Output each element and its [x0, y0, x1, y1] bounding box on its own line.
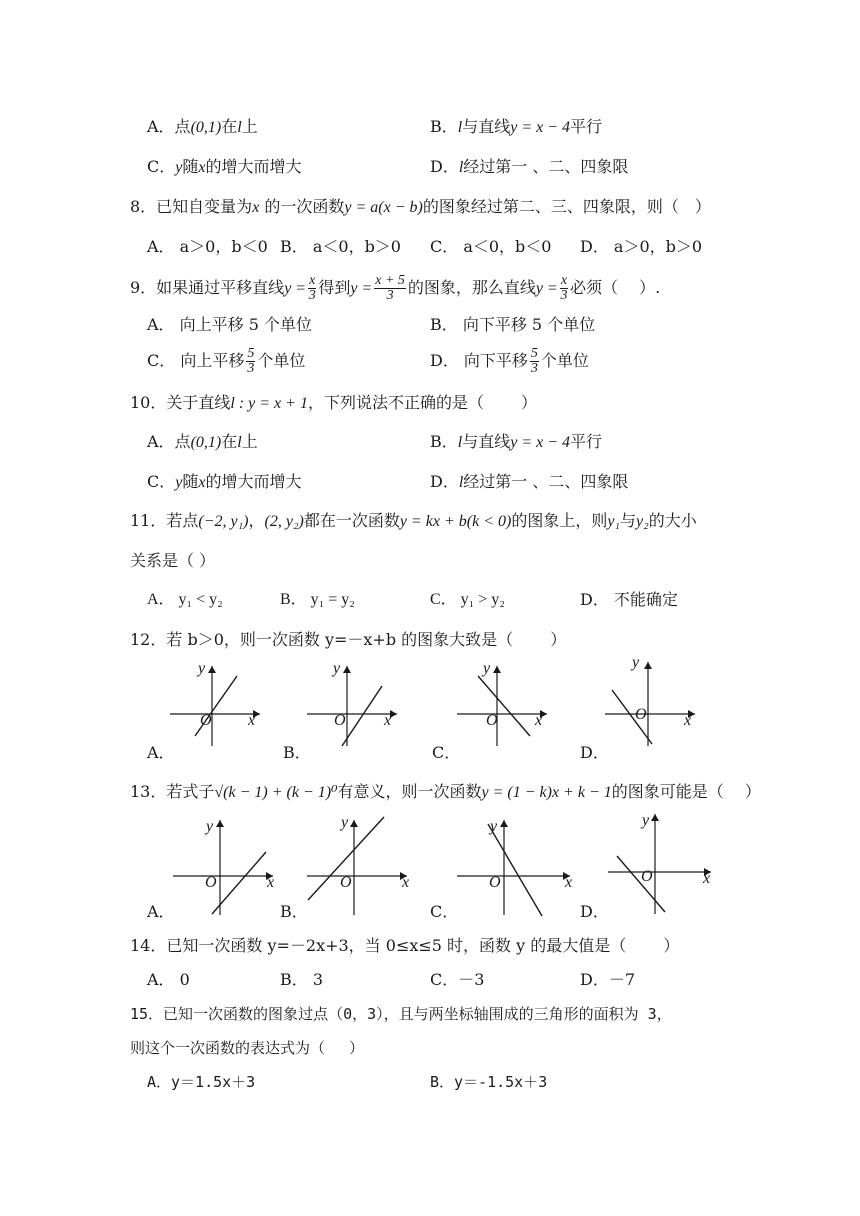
q9-c-post: 个单位: [257, 351, 306, 370]
q11-sep: ，: [248, 511, 265, 530]
q10-stem-2: ，下列说法不正确的是（ ）: [307, 393, 538, 412]
y-arrow-icon: [644, 662, 652, 669]
q9-stem: [130, 272, 660, 305]
q11-p2: (2, y₂): [264, 513, 304, 530]
q9-option-c[interactable]: [147, 345, 305, 377]
q12-graph-a[interactable]: [165, 658, 270, 748]
q14-option-c[interactable]: C．－3: [430, 970, 485, 989]
q7-option-d[interactable]: [430, 157, 628, 178]
q12-graph-d[interactable]: [600, 658, 705, 748]
q9-stem-4: 必须（ ）.: [570, 278, 661, 297]
q9-eq3-num: x: [560, 273, 568, 288]
q9-eq3-den: 3: [560, 288, 568, 303]
q10-c-y: y: [175, 474, 183, 491]
q9-eq2-den: 3: [386, 288, 394, 303]
q9-d-den: 3: [530, 361, 538, 376]
q9-c-pre: C． 向上平移: [147, 351, 245, 370]
q13-stem-2: 有意义，则一次函数: [337, 782, 482, 801]
q12-b-axis-x: x: [384, 712, 392, 729]
q14-option-a[interactable]: A． 0: [147, 970, 190, 989]
q9-option-b[interactable]: B． 向下平移 5 个单位: [430, 315, 596, 334]
q7-b-end: 平行: [570, 117, 603, 136]
q9-eq1-den: 3: [308, 288, 316, 303]
q10-option-c[interactable]: [147, 472, 302, 493]
q12-c-axis-y: y: [483, 660, 491, 677]
q9-eq3-frac: [560, 274, 568, 303]
q9-stem-2: 得到: [318, 278, 351, 297]
q11-with: 与: [620, 511, 637, 530]
q9-c-frac: [246, 347, 255, 376]
q10-d-label: D．: [430, 472, 459, 491]
q11-func: y = kx + b(k < 0): [399, 513, 512, 530]
q7-b-text: 与直线: [462, 117, 511, 136]
q9-option-d[interactable]: [430, 345, 589, 377]
q7-b-math: y = x − 4: [510, 119, 571, 136]
q13-graph-c[interactable]: [452, 812, 572, 917]
q7-c-x: x: [198, 159, 206, 176]
q7-c-text1: 随: [182, 157, 199, 176]
q7-b-l: l: [457, 119, 463, 136]
q13-c-axis-y: y: [490, 818, 498, 835]
q13-option-b[interactable]: B．: [280, 902, 308, 921]
q8-option-d[interactable]: D． a＞0，b＞0: [580, 237, 703, 256]
q15-option-a[interactable]: A．y＝1.5x＋3: [147, 1073, 256, 1091]
q13-func: y = (1 − k)x + k − 1: [481, 784, 612, 801]
q11-stem-2: 都在一次函数: [303, 511, 400, 530]
q8-stem: [130, 197, 711, 218]
q12-c-axis-x: x: [535, 712, 543, 729]
y-arrow-icon: [500, 820, 508, 827]
q7-a-math: (0,1): [190, 119, 222, 136]
q9-stem-3: 的图象，那么直线: [407, 278, 536, 297]
q13-d-origin: O: [641, 868, 653, 885]
q13-expr: √(k − 1) + (k − 1)⁰: [214, 784, 338, 801]
q13-a-origin: O: [205, 874, 217, 891]
q12-stem: 12．若 b＞0，则一次函数 y=－x+b 的图象大致是（ ）: [130, 630, 567, 649]
q10-c-label: C．: [147, 472, 176, 491]
q12-a-axis-y: y: [198, 660, 206, 677]
y-arrow-icon: [350, 820, 358, 827]
q8-stem-math: y = a(x − b): [344, 199, 423, 216]
q12-option-d[interactable]: D．: [580, 743, 609, 762]
q10-a-label: A．点: [147, 432, 191, 451]
q12-c-origin: O: [486, 712, 498, 729]
q7-b-label: B．: [430, 117, 458, 136]
q14-option-b[interactable]: B． 3: [280, 970, 324, 989]
q15-option-b[interactable]: B．y＝-1.5x＋3: [430, 1073, 548, 1091]
q13-b-axis-y: y: [341, 814, 349, 831]
q9-eq1-frac: [308, 274, 316, 303]
q7-option-a[interactable]: [147, 117, 258, 138]
q10-b-l: l: [457, 434, 463, 451]
q9-stem-1: 9．如果通过平移直线: [130, 278, 285, 297]
q9-d-post: 个单位: [540, 351, 589, 370]
q8-option-b[interactable]: B． a＜0，b＞0: [280, 237, 401, 256]
q9-eq3-left: y =: [535, 280, 558, 297]
q7-d-l: l: [458, 159, 464, 176]
q11-stem-4: 的大小: [648, 511, 697, 530]
q8-stem-1: 8．已知自变量为: [130, 197, 253, 216]
q10-c-text2: 的增大而增大: [205, 472, 302, 491]
y-arrow-icon: [493, 666, 501, 673]
y-arrow-icon: [216, 820, 224, 827]
q10-d-l: l: [458, 474, 464, 491]
q12-b-origin: O: [334, 712, 346, 729]
q9-eq1-left: y =: [284, 280, 307, 297]
q13-graph-d[interactable]: [603, 806, 715, 916]
graph-line: [488, 824, 542, 916]
q13-graph-a[interactable]: [168, 812, 278, 917]
q9-d-pre: D． 向下平移: [430, 351, 528, 370]
q11-option-d[interactable]: D． 不能确定: [580, 590, 678, 609]
q10-a-l: l: [237, 434, 242, 451]
q11-option-c[interactable]: C． y₁ > y₂: [430, 591, 505, 608]
y-arrow-icon: [208, 666, 216, 673]
y-arrow-icon: [343, 666, 351, 673]
q13-a-axis-x: x: [267, 874, 275, 891]
q13-c-origin: O: [489, 874, 501, 891]
q11-stem-line2: 关系是（ ）: [130, 551, 216, 570]
q7-c-text2: 的增大而增大: [205, 157, 302, 176]
q12-d-axis-y: y: [632, 654, 640, 671]
q13-d-axis-y: y: [642, 812, 650, 829]
q7-a-tail: 在: [221, 117, 238, 136]
q13-option-c[interactable]: C．: [430, 902, 459, 921]
q9-eq1-num: x: [309, 273, 316, 288]
q10-stem-1: 10．关于直线: [130, 393, 231, 412]
q10-b-text: 与直线: [462, 432, 511, 451]
q13-c-axis-x: x: [565, 874, 573, 891]
q7-a-end: 上: [241, 117, 258, 136]
q14-stem: 14．已知一次函数 y=－2x+3，当 0≤x≤5 时，函数 y 的最大值是（ ）: [130, 936, 680, 955]
q9-d-num: 5: [530, 346, 538, 361]
q11-option-b[interactable]: B． y₁ = y₂: [280, 591, 355, 608]
y-arrow-icon: [651, 814, 659, 821]
q15-stem-line2: 则这个一次函数的表达式为（ ）: [130, 1039, 365, 1057]
q10-stem: [130, 393, 537, 414]
q10-option-a[interactable]: [147, 432, 258, 453]
q9-c-den: 3: [247, 361, 255, 376]
q8-option-a[interactable]: A． a＞0，b＜0: [147, 237, 268, 256]
q10-a-tail: 在: [221, 432, 238, 451]
q10-stem-math: l : y = x + 1: [230, 395, 308, 412]
q10-d-text: 经过第一 、二、四象限: [463, 472, 629, 491]
q10-c-x: x: [198, 474, 206, 491]
q13-option-d[interactable]: D．: [580, 902, 609, 921]
q10-b-label: B．: [430, 432, 458, 451]
q13-d-axis-x: x: [703, 870, 711, 887]
q11-stem-3: 的图象上，则: [511, 511, 608, 530]
q9-option-a[interactable]: A． 向上平移 5 个单位: [147, 315, 312, 334]
q10-b-end: 平行: [570, 432, 603, 451]
graph-line: [342, 686, 382, 746]
q13-stem-3: 的图象可能是（ ）: [611, 782, 761, 801]
q11-y1: y₁: [607, 513, 620, 530]
q12-graph-c[interactable]: [452, 658, 557, 748]
q10-a-math: (0,1): [190, 434, 222, 451]
q7-c-label: C．: [147, 157, 176, 176]
q13-option-a[interactable]: A．: [147, 902, 175, 921]
q9-c-num: 5: [247, 346, 255, 361]
q9-eq2-left: y =: [350, 280, 373, 297]
q13-stem: [130, 782, 761, 803]
q13-b-axis-x: x: [402, 874, 410, 891]
q12-d-origin: O: [635, 706, 647, 723]
q7-option-b[interactable]: [430, 117, 602, 138]
q11-stem: [130, 511, 697, 532]
q13-b-origin: O: [340, 874, 352, 891]
q12-option-b[interactable]: B．: [283, 743, 311, 762]
q10-option-d[interactable]: [430, 472, 628, 493]
q12-a-axis-x: x: [248, 712, 256, 729]
q12-graph-b[interactable]: [302, 658, 407, 748]
q10-b-math: y = x − 4: [510, 434, 571, 451]
q15-stem-line1: 15．已知一次函数的图象过点（0，3），且与两坐标轴围成的三角形的面积为 3，: [130, 1005, 672, 1023]
q10-c-text1: 随: [182, 472, 199, 491]
q9-eq2-frac: [374, 274, 406, 303]
q8-stem-x: x: [252, 199, 260, 216]
q7-d-text: 经过第一 、二、四象限: [463, 157, 629, 176]
q13-a-axis-y: y: [206, 818, 214, 835]
q12-a-origin: O: [200, 712, 212, 729]
q11-option-a[interactable]: A． y₁ < y₂: [147, 591, 223, 608]
q7-c-y: y: [175, 159, 183, 176]
q7-a-label: A．点: [147, 117, 191, 136]
q13-graph-b[interactable]: [302, 812, 412, 917]
q12-d-axis-x: x: [684, 712, 692, 729]
q7-option-c[interactable]: [147, 157, 302, 178]
q14-option-d[interactable]: D．－7: [580, 970, 636, 989]
q8-stem-2: 的一次函数: [259, 197, 345, 216]
q11-p1: (−2, y₁): [198, 513, 249, 530]
q10-a-end: 上: [241, 432, 258, 451]
q13-stem-1: 13．若式子: [130, 782, 215, 801]
q9-eq2-num: x + 5: [375, 273, 405, 288]
q7-d-label: D．: [430, 157, 459, 176]
q11-stem-1: 11．若点: [130, 511, 199, 530]
q8-option-c[interactable]: C． a＜0，b＜0: [430, 237, 552, 256]
q12-option-a[interactable]: A．: [147, 743, 175, 762]
q8-stem-3: 的图象经过第二、三、四象限，则（ ）: [422, 197, 711, 216]
q12-b-axis-y: y: [333, 660, 341, 677]
q7-a-l: l: [237, 119, 242, 136]
q12-option-c[interactable]: C．: [432, 743, 461, 762]
q11-y2: y₂: [636, 513, 649, 530]
q10-option-b[interactable]: [430, 432, 602, 453]
q9-d-frac: [530, 347, 539, 376]
